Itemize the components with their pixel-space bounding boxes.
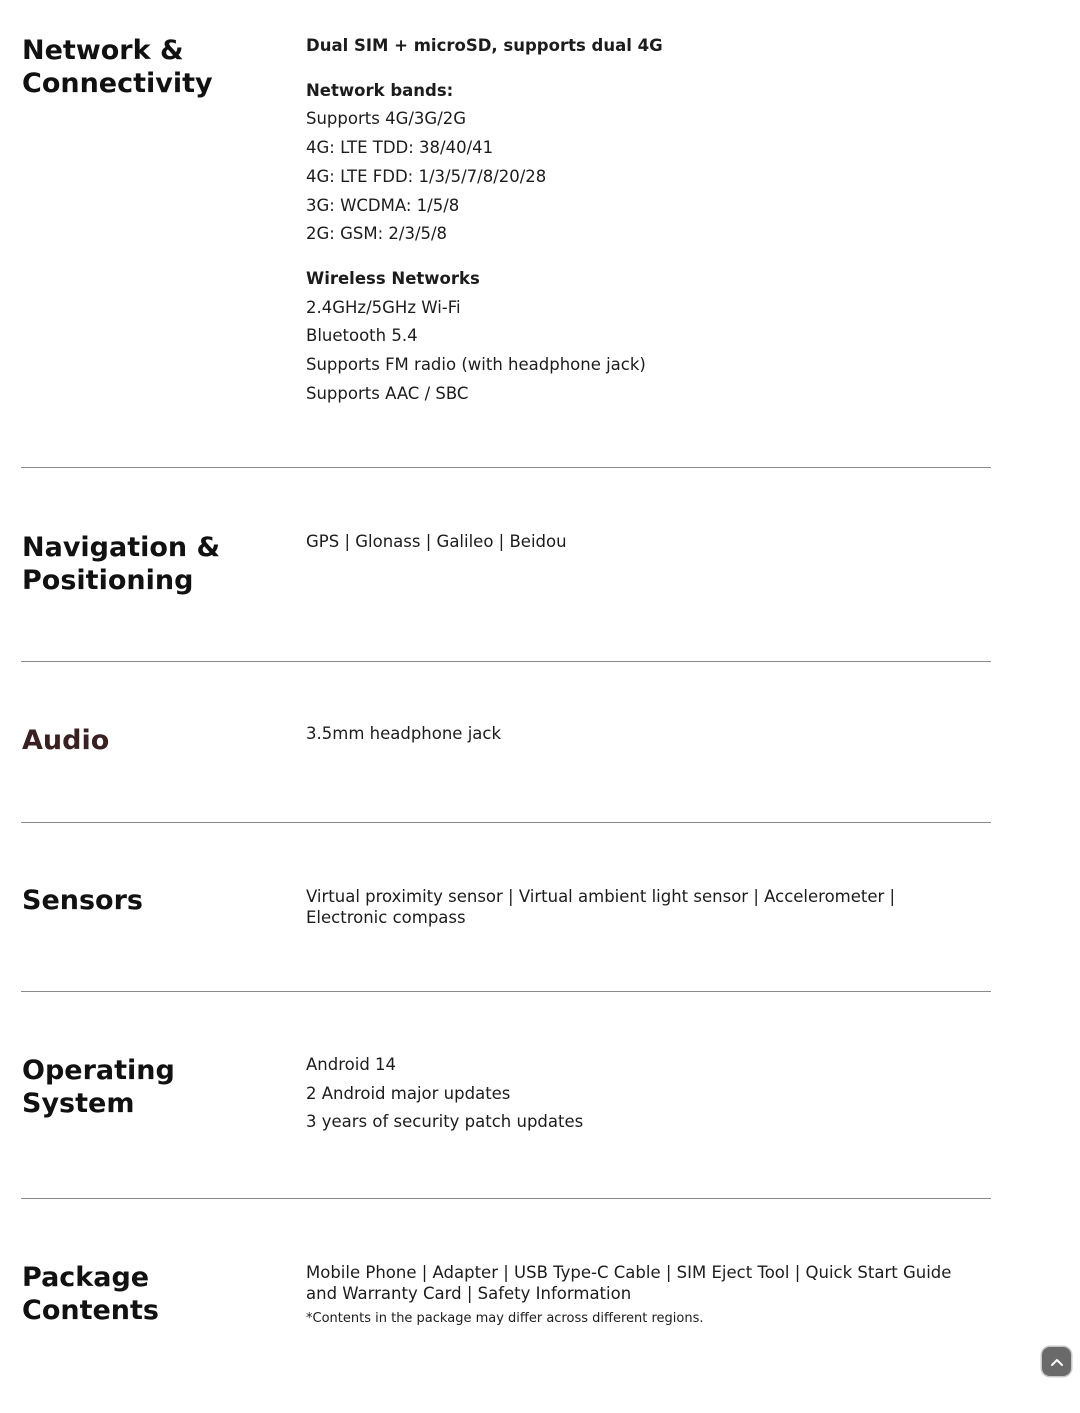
spec-line: Android 14 xyxy=(306,1055,397,1074)
spec-line: 4G: LTE FDD: 1/3/5/7/8/20/28 xyxy=(306,166,547,186)
spec-line: Supports 4G/3G/2G xyxy=(306,109,467,129)
section-body xyxy=(306,886,966,928)
chevron-up-icon xyxy=(1049,1354,1065,1370)
section-title: Navigation & Positioning xyxy=(22,532,221,596)
spec-subheading: Wireless Networks xyxy=(306,268,480,288)
spec-line: Virtual proximity sensor | Virtual ambient light sensor | Accelerometer | Electronic compass xyxy=(306,887,896,927)
spec-line: Dual SIM + microSD, supports dual 4G xyxy=(306,36,663,55)
spec-line: 3G: WCDMA: 1/5/8 xyxy=(306,195,460,215)
spec-line: Supports AAC / SBC xyxy=(306,383,469,403)
section-title: Network & Connectivity xyxy=(22,35,213,99)
spec-line: 2.4GHz/5GHz Wi-Fi xyxy=(306,297,461,317)
section-divider xyxy=(21,467,991,468)
footnote: *Contents in the package may differ across different regions. xyxy=(306,1311,704,1326)
spec-line: Mobile Phone | Adapter | USB Type-C Cable | SIM Eject Tool | Quick Start Guide and Warranty Card | Safety Information xyxy=(306,1263,952,1303)
spec-line: Supports FM radio (with headphone jack) xyxy=(306,355,646,375)
spec-line: Bluetooth 5.4 xyxy=(306,326,418,346)
section-divider xyxy=(21,661,991,662)
section-divider xyxy=(21,991,991,992)
section-title: Operating System xyxy=(22,1055,175,1119)
section-body xyxy=(306,1051,966,1137)
section-divider xyxy=(21,1198,991,1199)
section-divider xyxy=(21,822,991,823)
spec-line: 2G: GSM: 2/3/5/8 xyxy=(306,224,448,244)
section-title: Sensors xyxy=(22,885,143,916)
section-body xyxy=(306,32,966,408)
section-title: Package Contents xyxy=(22,1262,160,1326)
spec-line: GPS | Glonass | Galileo | Beidou xyxy=(306,532,567,551)
section-body xyxy=(306,1262,966,1328)
section-body xyxy=(306,528,966,557)
section-title: Audio xyxy=(22,725,110,756)
spec-subheading: Network bands: xyxy=(306,80,454,100)
back-to-top-button[interactable] xyxy=(1042,1347,1071,1376)
spec-line: 4G: LTE TDD: 38/40/41 xyxy=(306,138,494,158)
section-body xyxy=(306,720,966,749)
spec-line: 2 Android major updates xyxy=(306,1083,511,1103)
spec-line: 3.5mm headphone jack xyxy=(306,724,502,743)
spec-line: 3 years of security patch updates xyxy=(306,1112,584,1132)
